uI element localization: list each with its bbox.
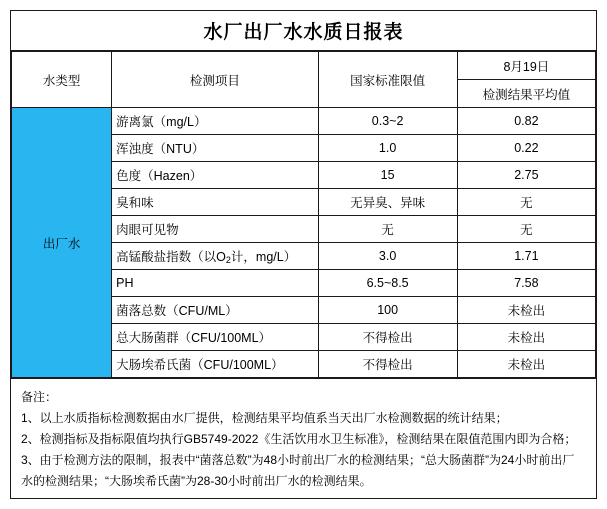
notes-label: 备注： bbox=[21, 390, 58, 404]
notes-line-1: 1、以上水质指标检测数据由水厂提供，检测结果平均值系当天出厂水检测数据的统计结果； bbox=[21, 411, 508, 425]
report-title-row bbox=[11, 11, 596, 51]
row-standard-6: 6.5~8.5 bbox=[318, 270, 457, 297]
row-result-1: 0.22 bbox=[457, 135, 595, 162]
notes-line-2: 2、检测指标及指标限值均执行GB5749-2022《生活饮用水卫生标准》，检测结果在限值范围内即为合格； bbox=[21, 432, 577, 446]
notes-section bbox=[11, 378, 596, 498]
row-result-8: 未检出 bbox=[457, 324, 595, 351]
row-item-6: PH bbox=[112, 270, 318, 297]
row-result-7: 未检出 bbox=[457, 297, 595, 324]
water-quality-table bbox=[11, 51, 596, 378]
row-standard-8: 不得检出 bbox=[318, 324, 457, 351]
row-standard-2: 15 bbox=[318, 162, 457, 189]
row-standard-9: 不得检出 bbox=[318, 351, 457, 378]
notes-line-3: 3、由于检测方法的限制，报表中“菌落总数”为48小时前出厂水的检测结果；“总大肠菌群”为24小时前出厂水的检测结果；“大肠埃希氏菌”为28-30小时前出厂水的检测结果。 bbox=[21, 453, 575, 488]
header-test-item: 检测项目 bbox=[112, 52, 318, 108]
header-water-type: 水类型 bbox=[12, 52, 112, 108]
row-result-9: 未检出 bbox=[457, 351, 595, 378]
row-result-0: 0.82 bbox=[457, 108, 595, 135]
row-item-1: 浑浊度（NTU） bbox=[112, 135, 318, 162]
row-item-4: 肉眼可见物 bbox=[112, 216, 318, 243]
header-national-standard: 国家标准限值 bbox=[318, 52, 457, 108]
row-standard-1: 1.0 bbox=[318, 135, 457, 162]
page-title: 水厂出厂水水质日报表 bbox=[203, 22, 404, 43]
row-item-5-tail: 计，mg/L） bbox=[230, 250, 297, 264]
row-item-9: 大肠埃希氏菌（CFU/100ML） bbox=[112, 351, 318, 378]
row-standard-7: 100 bbox=[318, 297, 457, 324]
row-standard-0: 0.3~2 bbox=[318, 108, 457, 135]
header-result-average: 检测结果平均值 bbox=[457, 80, 595, 108]
row-standard-3: 无异臭、异味 bbox=[318, 189, 457, 216]
row-standard-4: 无 bbox=[318, 216, 457, 243]
row-item-5 bbox=[112, 243, 318, 270]
header-date: 8月19日 bbox=[457, 52, 595, 80]
row-item-2: 色度（Hazen） bbox=[112, 162, 318, 189]
row-result-2: 2.75 bbox=[457, 162, 595, 189]
row-standard-5: 3.0 bbox=[318, 243, 457, 270]
row-item-3: 臭和味 bbox=[112, 189, 318, 216]
row-item-0: 游离氯（mg/L） bbox=[112, 108, 318, 135]
row-result-5: 1.71 bbox=[457, 243, 595, 270]
report-frame bbox=[10, 10, 597, 499]
row-item-7: 菌落总数（CFU/ML） bbox=[112, 297, 318, 324]
row-result-3: 无 bbox=[457, 189, 595, 216]
water-type-value: 出厂水 bbox=[12, 108, 112, 378]
row-result-6: 7.58 bbox=[457, 270, 595, 297]
table-row bbox=[12, 108, 596, 135]
table-header-row-1 bbox=[12, 52, 596, 80]
row-item-5-base: 高锰酸盐指数（以O bbox=[116, 250, 226, 264]
row-result-4: 无 bbox=[457, 216, 595, 243]
row-item-8: 总大肠菌群（CFU/100ML） bbox=[112, 324, 318, 351]
row-item-5-subscript: 2 bbox=[225, 255, 231, 265]
